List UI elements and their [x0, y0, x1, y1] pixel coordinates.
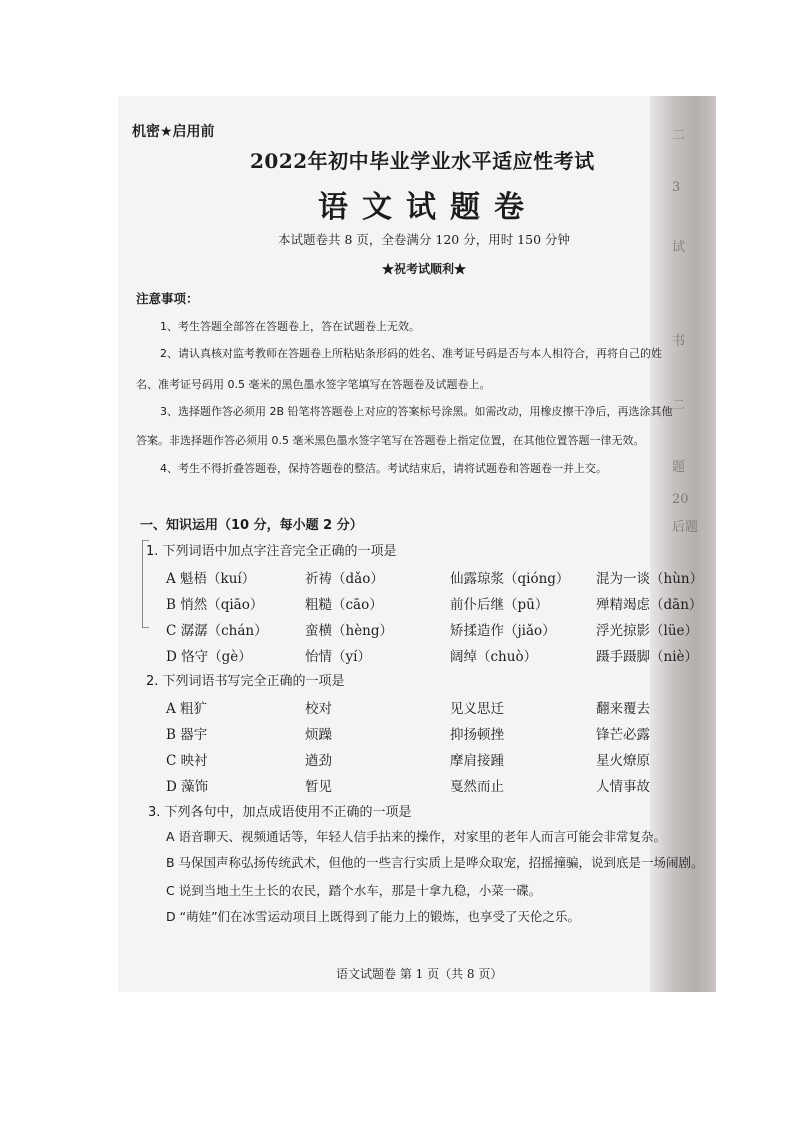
- q1-option: 祈祷（dǎo）: [305, 571, 384, 587]
- q2-option: C 映衬: [166, 753, 208, 769]
- q2-option: 人情事故: [596, 779, 650, 795]
- q1-option: A 魁梧（kuí）: [166, 571, 256, 587]
- q3-option: A 语音聊天、视频通话等，年轻人信手拈来的操作，对家里的老年人而言可能会非常复杂。: [166, 829, 667, 844]
- q2-option: 锋芒必露: [596, 727, 650, 743]
- q2-option: 校对: [305, 701, 332, 717]
- q1-option: C 潺潺（chán）: [166, 623, 268, 639]
- q1-option: 粗糙（cāo）: [305, 597, 383, 613]
- page-footer: 语文试题卷 第 1 页（共 8 页）: [336, 967, 503, 981]
- q3-option: D “萌娃”们在冰雪运动项目上既得到了能力上的锻炼，也享受了天伦之乐。: [166, 909, 581, 924]
- bleed-through-text: 3: [672, 180, 681, 195]
- q1-option: 浮光掠影（lüe）: [596, 623, 699, 639]
- bleed-through-text: 20: [672, 492, 689, 507]
- bleed-through-text: 书: [672, 334, 686, 349]
- paper-title: 语文试题卷: [318, 190, 538, 225]
- notice-line: 3、选择题作答必须用 2B 铅笔将答题卷上对应的答案标号涂黑。如需改动，用橡皮擦干净后，再选涂其他: [160, 405, 673, 418]
- q1-option: 前仆后继（pū）: [450, 597, 549, 613]
- q1-option: D 恪守（gè）: [166, 649, 252, 665]
- bleed-through-text: 二: [672, 128, 686, 143]
- q1-option: 阔绰（chuò）: [450, 649, 538, 665]
- notice-line: 4、考生不得折叠答题卷，保持答题卷的整洁。考试结束后，请将试题卷和答题卷一并上交。: [160, 462, 607, 475]
- q2-option: 星火燎原: [596, 753, 650, 769]
- q2-option: 戛然而止: [450, 779, 504, 795]
- bleed-through-text: 题: [672, 460, 686, 475]
- q2-option: 见义思迁: [450, 701, 504, 717]
- q3-option: C 说到当地土生土长的农民，踏个水车，那是十拿九稳，小菜一碟。: [166, 883, 542, 898]
- confidential-label: 机密★启用前: [132, 124, 215, 140]
- question-2-stem: 2. 下列词语书写完全正确的一项是: [146, 674, 345, 689]
- q1-option: 仙露琼浆（qióng）: [450, 571, 570, 587]
- notice-line: 答案。非选择题作答必须用 0.5 毫米黑色墨水签字笔写在答题卷上指定位置，在其他位置答题一律无效。: [136, 434, 645, 447]
- exam-info: 本试题卷共 8 页，全卷满分 120 分，用时 150 分钟: [278, 232, 571, 247]
- q1-option: 混为一谈（hùn）: [596, 571, 704, 587]
- good-luck-banner: ★祝考试顺利★: [382, 262, 467, 276]
- q2-option: D 藻饰: [166, 779, 209, 795]
- notice-line: 2、请认真核对监考教师在答题卷上所粘贴条形码的姓名、准考证号码是否与本人相符合，再将自己的姓: [160, 347, 662, 360]
- notice-line: 1、考生答题全部答在答题卷上，答在试题卷上无效。: [160, 320, 420, 333]
- bleed-through-text: 二: [672, 398, 686, 413]
- section-heading: 一、知识运用（10 分，每小题 2 分）: [140, 518, 363, 533]
- q1-option: 怡情（yí）: [305, 649, 371, 665]
- q1-option: 殚精竭虑（dān）: [596, 597, 703, 613]
- q1-option: 蛮横（hèng）: [305, 623, 394, 639]
- notice-line: 名、准考证号码用 0.5 毫米的黑色墨水签字笔填写在答题卷及试题卷上。: [136, 378, 491, 391]
- q2-option: 抑扬顿挫: [450, 727, 504, 743]
- q2-option: B 器宇: [166, 727, 208, 743]
- exam-title: 2022年初中毕业学业水平适应性考试: [250, 149, 595, 173]
- bleed-through-text: 试: [672, 240, 686, 255]
- question-1-stem: 1. 下列词语中加点字注音完全正确的一项是: [146, 544, 397, 559]
- q1-option: 矫揉造作（jiǎo）: [450, 623, 556, 639]
- question-3-stem: 3. 下列各句中，加点成语使用不正确的一项是: [148, 805, 412, 820]
- q2-option: 暂见: [305, 779, 332, 795]
- notice-heading: 注意事项：: [136, 291, 199, 306]
- q2-option: 翻来覆去: [596, 701, 650, 717]
- q1-option: B 悄然（qiāo）: [166, 597, 264, 613]
- q3-option: B 马保国声称弘扬传统武术，但他的一些言行实质上是哗众取宠，招摇撞骗，说到底是一场闹剧。: [166, 855, 704, 870]
- q2-option: A 粗犷: [166, 701, 208, 717]
- q1-option: 蹑手蹑脚（niè）: [596, 649, 699, 665]
- q2-option: 摩肩接踵: [450, 753, 504, 769]
- q2-option: 烦躁: [305, 727, 332, 743]
- bleed-through-text: 后题: [672, 520, 699, 535]
- q2-option: 遒劲: [305, 753, 332, 769]
